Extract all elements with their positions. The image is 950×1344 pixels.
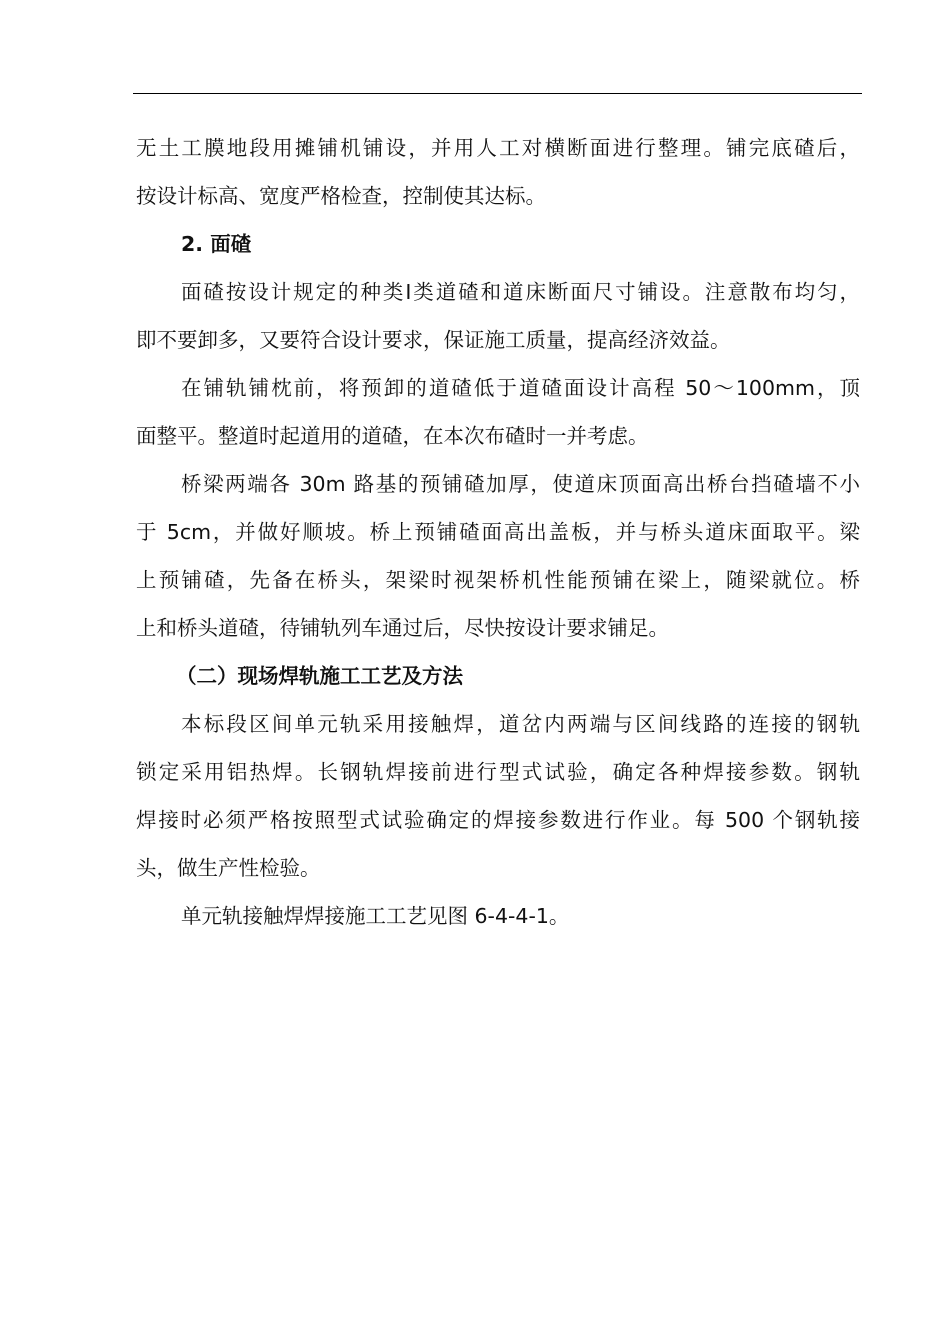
paragraph-line: 面整平。整道时起道用的道碴，在本次布碴时一并考虑。 (136, 424, 649, 448)
section-heading: （二）现场焊轨施工工艺及方法 (176, 664, 463, 688)
section-heading: 2. 面碴 (181, 232, 252, 256)
paragraph-line: 无土工膜地段用摊铺机铺设，并用人工对横断面进行整理。铺完底碴后， (136, 136, 860, 160)
paragraph-line: 焊接时必须严格按照型式试验确定的焊接参数进行作业。每 500 个钢轨接 (136, 808, 860, 832)
paragraph-line: 上和桥头道碴，待铺轨列车通过后，尽快按设计要求铺足。 (136, 616, 669, 640)
paragraph-line: 本标段区间单元轨采用接触焊，道岔内两端与区间线路的连接的钢轨 (181, 712, 860, 736)
paragraph-line: 单元轨接触焊焊接施工工艺见图 6-4-4-1。 (181, 904, 570, 928)
header-rule (133, 93, 862, 94)
paragraph-line: 于 5cm，并做好顺坡。桥上预铺碴面高出盖板，并与桥头道床面取平。梁 (136, 520, 860, 544)
paragraph-line: 按设计标高、宽度严格检查，控制使其达标。 (136, 184, 546, 208)
paragraph-line: 即不要卸多，又要符合设计要求，保证施工质量，提高经济效益。 (136, 328, 731, 352)
paragraph-line: 桥梁两端各 30m 路基的预铺碴加厚，使道床顶面高出桥台挡碴墙不小 (181, 472, 860, 496)
paragraph-line: 上预铺碴，先备在桥头，架梁时视架桥机性能预铺在梁上，随梁就位。桥 (136, 568, 860, 592)
paragraph-line: 面碴按设计规定的种类Ⅰ类道碴和道床断面尺寸铺设。注意散布均匀， (181, 280, 860, 304)
paragraph-line: 锁定采用铝热焊。长钢轨焊接前进行型式试验，确定各种焊接参数。钢轨 (136, 760, 860, 784)
paragraph-line: 头，做生产性检验。 (136, 856, 321, 880)
paragraph-line: 在铺轨铺枕前，将预卸的道碴低于道碴面设计高程 50～100mm，顶 (181, 376, 860, 400)
